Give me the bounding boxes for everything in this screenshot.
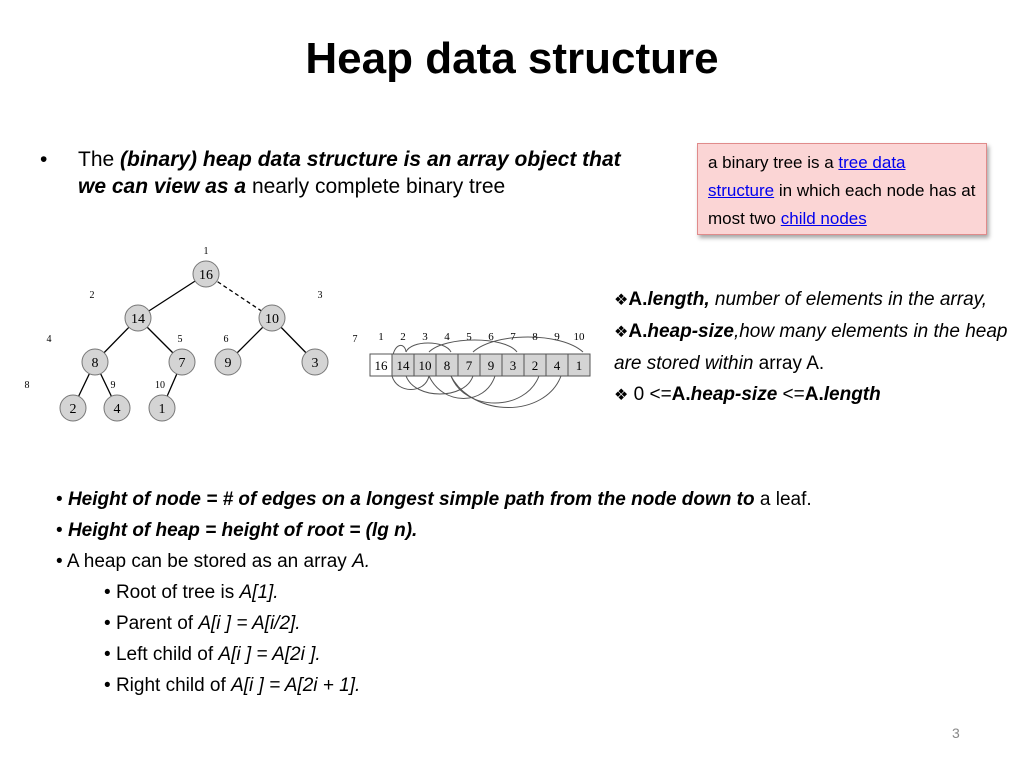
prop-a: A.: [628, 321, 648, 342]
array-cell-value: 2: [531, 358, 539, 373]
diamond-icon: ❖: [614, 292, 629, 309]
child-nodes-link[interactable]: child nodes: [780, 209, 867, 228]
bullet-tail: a leaf.: [754, 489, 812, 510]
diamond-icon: ❖: [614, 324, 629, 341]
prop-field: heap-size: [690, 384, 778, 405]
array-cell-value: 8: [443, 358, 451, 373]
bullet-marker: •: [56, 520, 68, 541]
prop-tail: array A.: [753, 353, 825, 374]
array-index-label: 9: [554, 331, 560, 343]
array-index-label: 8: [532, 331, 538, 343]
array-cell-value: 9: [487, 358, 495, 373]
intro-suffix: nearly complete binary tree: [246, 175, 506, 198]
bullet-italic: A[i ] = A[2i ].: [218, 644, 321, 665]
bullet-marker: •: [40, 148, 48, 171]
tree-node-index: 3: [317, 290, 323, 301]
tree-node-index: 4: [46, 334, 52, 345]
array-cell-value: 4: [553, 358, 561, 373]
tree-node-index: 9: [110, 380, 116, 391]
array-cell-value: 10: [418, 358, 432, 373]
prop-a: A.: [804, 384, 824, 405]
heap-array-diagram: [365, 322, 595, 422]
bullet-marker: •: [56, 551, 67, 572]
bullet-italic: A[i ] = A[2i + 1].: [231, 675, 361, 696]
array-cell-value: 1: [575, 358, 583, 373]
array-index-label: 10: [573, 331, 585, 343]
tree-data-structure-link[interactable]: tree data structure: [708, 153, 906, 200]
prop-a: A.: [628, 289, 648, 310]
tree-node-value: 3: [311, 356, 319, 371]
bullet-text: Parent of: [115, 613, 199, 634]
array-index-label: 5: [466, 331, 472, 343]
bullet-text: A heap can be stored as an array: [66, 551, 353, 572]
bullet-marker: •: [104, 675, 116, 696]
array-cell-value: 3: [509, 358, 517, 373]
intro-text: [78, 146, 638, 200]
bullet-left-child: [56, 639, 996, 670]
tree-node-value: 10: [265, 312, 279, 327]
tree-node-value: 8: [91, 356, 99, 371]
array-index-label: 3: [422, 331, 428, 343]
intro-prefix: The: [78, 148, 121, 171]
tree-node-index: 8: [24, 380, 30, 391]
array-index-label: 7: [510, 331, 516, 343]
tree-node-value: 4: [113, 402, 121, 417]
prop-field: heap-size: [647, 321, 734, 342]
bullet-bold: Height of heap = height of root = (lg n).: [67, 520, 418, 541]
bullet-italic: A[1].: [239, 582, 279, 603]
array-index-label: 2: [400, 331, 406, 343]
tree-node-index: 5: [177, 334, 183, 345]
bullet-height-node: [56, 484, 996, 515]
tree-node-index: 7: [352, 334, 358, 345]
tree-node-index: 6: [223, 334, 229, 345]
bottom-bullets: [56, 484, 996, 701]
array-index-label: 6: [488, 331, 494, 343]
diamond-icon: ❖: [614, 387, 629, 404]
tree-node-value: 2: [69, 402, 77, 417]
tree-node-value: 1: [158, 402, 166, 417]
bullet-text: Right child of: [115, 675, 232, 696]
intro-emphasis: (binary) heap data structure is an array object that we can view as a: [78, 148, 621, 198]
array-cell-value: 14: [396, 358, 410, 373]
bullet-text: Root of tree is: [115, 582, 240, 603]
prop-inequality: [614, 379, 1019, 411]
prop-mid: <=: [777, 384, 805, 405]
bullet-root: [56, 577, 996, 608]
prop-length: [614, 284, 1019, 316]
prop-a: A.: [671, 384, 691, 405]
bullet-marker: •: [104, 613, 116, 634]
prop-pre: 0 <=: [628, 384, 672, 405]
bullet-marker: •: [104, 582, 116, 603]
tree-node-value: 9: [224, 356, 232, 371]
array-index-label: 4: [444, 331, 450, 343]
prop-field: length,: [647, 289, 710, 310]
bullet-bold: Height of node = # of edges on a longest simple path from the node down to: [67, 489, 755, 510]
tree-node-value: 16: [199, 268, 213, 283]
tree-node-value: 14: [131, 312, 145, 327]
bullet-array-storage: [56, 546, 996, 577]
bullet-right-child: [56, 670, 996, 701]
array-cell-value: 16: [374, 358, 388, 373]
prop-field: length: [823, 384, 881, 405]
heap-tree-diagram: [24, 240, 358, 430]
bullet-italic: A.: [352, 551, 371, 572]
tree-node-index: 2: [89, 290, 95, 301]
tree-node-value: 7: [178, 356, 186, 371]
callout-text-1: a binary tree is a: [708, 153, 839, 172]
prop-desc: number of elements in the array,: [709, 289, 988, 310]
slide-title: Heap data structure: [305, 34, 719, 83]
bullet-parent: [56, 608, 996, 639]
prop-desc: ,how many elements in the heap are stored within: [614, 321, 1008, 374]
bullet-italic: A[i ] = A[i/2].: [198, 613, 301, 634]
prop-heap-size: [614, 316, 1019, 379]
array-cell-value: 7: [465, 358, 473, 373]
bullet-text: Left child of: [115, 644, 219, 665]
tree-node-index: 1: [203, 246, 209, 257]
page-number: 3: [952, 725, 960, 741]
bullet-marker: •: [56, 489, 68, 510]
tree-node-index: 10: [155, 380, 165, 391]
array-index-label: 1: [378, 331, 384, 343]
binary-tree-callout: [697, 143, 987, 235]
bullet-height-heap: [56, 515, 996, 546]
callout-text-2: in which each node has at most two: [708, 181, 976, 228]
bullet-marker: •: [104, 644, 116, 665]
heap-properties: [614, 284, 1019, 411]
